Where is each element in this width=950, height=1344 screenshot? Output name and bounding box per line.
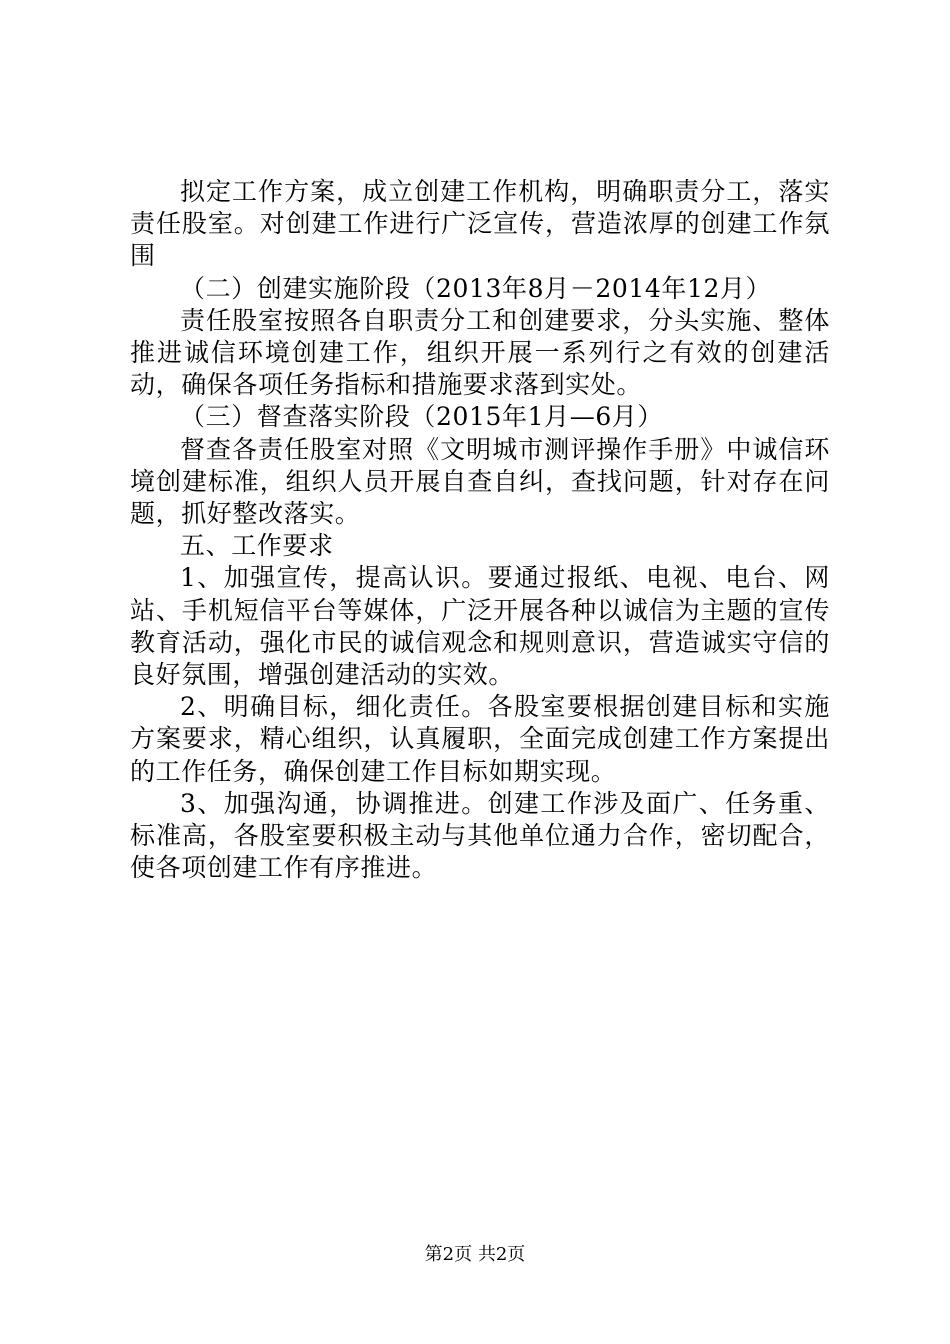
heading-work-requirements: 五、工作要求 bbox=[180, 531, 334, 561]
heading-implementation-stage: （二）创建实施阶段（2013年8月－2014年12月） bbox=[180, 273, 772, 303]
heading-inspection-stage: （三）督查落实阶段（2015年1月—6月） bbox=[180, 402, 664, 432]
paragraph-requirement-2: 2、明确目标，细化责任。各股室要根据创建目标和实施方案要求，精心组织，认真履职，全面完成创建工作方案提出的工作任务，确保创建工作目标如期实现。 bbox=[130, 692, 830, 786]
paragraph-implementation: 责任股室按照各自职责分工和创建要求，分头实施、整体推进诚信环境创建工作，组织开展一系列行之有效的创建活动，确保各项任务指标和措施要求落到实处。 bbox=[130, 305, 830, 400]
paragraph-inspection: 督查各责任股室对照《文明城市测评操作手册》中诚信环境创建标准，组织人员开展自查自纠，查找问题，针对存在问题，抓好整改落实。 bbox=[130, 434, 830, 529]
paragraph-requirement-3: 3、加强沟通，协调推进。创建工作涉及面广、任务重、标准高，各股室要积极主动与其他单位通力合作，密切配合，使各项创建工作有序推进。 bbox=[130, 788, 830, 883]
document-body bbox=[130, 176, 830, 884]
paragraph-requirement-1: 1、加强宣传，提高认识。要通过报纸、电视、电台、网站、手机短信平台等媒体，广泛开展各种以诚信为主题的宣传教育活动，强化市民的诚信观念和规则意识，营造诚实守信的良好氛围，增强创建活动的实效。 bbox=[130, 563, 830, 690]
page-footer bbox=[0, 1244, 950, 1266]
page-number-label: 第2页 共2页 bbox=[424, 1244, 526, 1265]
paragraph-preparation: 拟定工作方案，成立创建工作机构，明确职责分工，落实责任股室。对创建工作进行广泛宣传，营造浓厚的创建工作氛围 bbox=[130, 177, 830, 271]
